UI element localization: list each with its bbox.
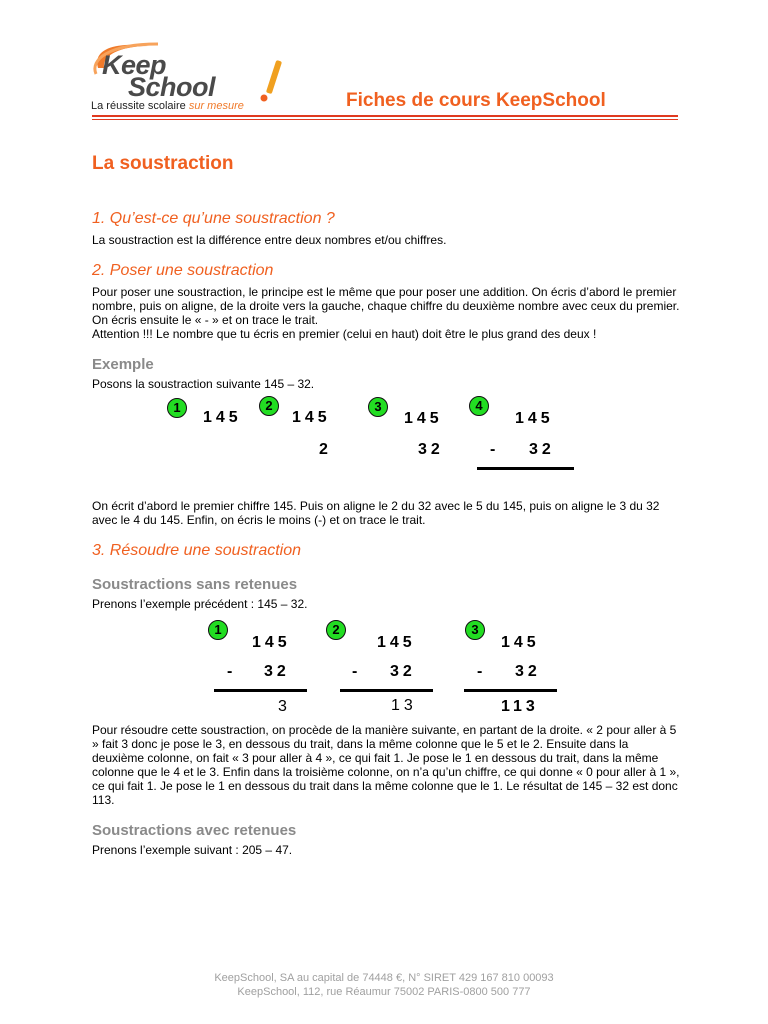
solve-step-3-bottom-number: 32 <box>515 663 541 680</box>
solve-step-2-result: 13 <box>391 697 417 714</box>
subsection-no-carry-intro: Prenons l’exemple précédent : 145 – 32. <box>92 597 308 611</box>
logo-tagline <box>91 100 244 112</box>
step-3-badge: 3 <box>368 397 388 417</box>
step-4-top-number: 145 <box>515 410 554 427</box>
section-2-after-text: On écrit d’abord le premier chiffre 145. Puis on aligne le 2 du 32 avec le 5 du 145, puis on aligne le 3 du 32 avec le 4 du 145. Enfin, on écris le moins (-) et on trace le trait. <box>92 499 660 527</box>
solve-step-1-line <box>214 689 307 692</box>
logo-tagline-text: La réussite scolaire <box>91 100 186 112</box>
step-3-bottom-number: 32 <box>418 441 444 458</box>
example-heading: Exemple <box>92 356 154 373</box>
solve-step-1-top-number: 145 <box>252 634 291 651</box>
header-rule-thin <box>92 119 678 120</box>
logo-tagline-accent: sur mesure <box>188 100 244 112</box>
solve-step-1-bottom-number: 32 <box>264 663 290 680</box>
subsection-carry-intro: Prenons l’exemple suivant : 205 – 47. <box>92 843 293 857</box>
section-3-heading: 3. Résoudre une soustraction <box>92 542 302 559</box>
section-1-text: La soustraction est la différence entre deux nombres et/ou chiffres. <box>92 233 447 247</box>
step-1-top-number: 145 <box>203 409 242 426</box>
step-2-bottom-number: 2 <box>319 441 332 458</box>
header-rule <box>92 115 678 117</box>
step-4-bottom-number: 32 <box>529 441 555 458</box>
section-2-heading: 2. Poser une soustraction <box>92 262 274 279</box>
logo-keep-text: Keep <box>102 50 167 80</box>
solve-step-3-top-number: 145 <box>501 634 540 651</box>
solve-step-2-top-number: 145 <box>377 634 416 651</box>
step-4-badge: 4 <box>469 396 489 416</box>
step-3-top-number: 145 <box>404 410 443 427</box>
step-1-badge: 1 <box>167 398 187 418</box>
example-intro: Posons la soustraction suivante 145 – 32. <box>92 377 315 391</box>
solve-step-2-line <box>340 689 433 692</box>
header-title: Fiches de cours KeepSchool <box>346 90 606 111</box>
solve-step-2-badge: 2 <box>326 620 346 640</box>
section-2-paragraph: Pour poser une soustraction, le principe est le même que pour poser une addition. On écris d’abord le premier nombre, puis on aligne, de la droite vers la gauche, chaque chiffre du deuxième nombre avec ceux du premier. On écris ensuite le « - » et on trace le trait. <box>92 285 680 327</box>
step-2-badge: 2 <box>259 396 279 416</box>
solve-step-3-result: 113 <box>501 698 539 715</box>
subsection-no-carry-heading: Soustractions sans retenues <box>92 576 298 593</box>
keepschool-logo <box>88 40 288 120</box>
solve-step-3-badge: 3 <box>465 620 485 640</box>
step-4-line <box>477 467 574 470</box>
solve-step-1-badge: 1 <box>208 620 228 640</box>
logo-school-text: School <box>128 72 216 102</box>
footer-line-2: KeepSchool, 112, rue Réaumur 75002 PARIS-0800 500 777 <box>237 986 531 998</box>
solve-step-2-bottom-number: 32 <box>390 663 416 680</box>
section-2-warning: Attention !!! Le nombre que tu écris en premier (celui en haut) doit être le plus grand des deux ! <box>92 327 597 341</box>
solve-step-1-result: 3 <box>278 698 291 715</box>
subsection-carry-heading: Soustractions avec retenues <box>92 822 297 839</box>
solve-step-2-minus-sign: - <box>352 663 362 680</box>
section-1-heading: 1. Qu’est-ce qu’une soustraction ? <box>92 210 335 227</box>
solve-step-3-minus-sign: - <box>477 663 487 680</box>
footer-line-1: KeepSchool, SA au capital de 74448 €, N° SIRET 429 167 810 00093 <box>214 972 554 984</box>
step-4-minus-sign: - <box>490 441 500 458</box>
section-3-explanation: Pour résoudre cette soustraction, on procède de la manière suivante, en partant de la droite. « 2 pour aller à 5 » fait 3 donc je pose le 3, en dessous du trait, dans la même colonne que le 5 et le 2. Ensuite dans la deuxième colonne, on fait « 3 pour aller à 4 », ce qui fait 1. Je pose le 1 en dessous du trait, dans la même colonne que le 4 et le 3. Enfin dans la troisième colonne, on n’a qu’un chiffre, ce qui donne « 0 pour aller à 1 », ce qui fait 1. Je pose le 1 en dessous du trait dans la même colonne que le 1. Le résultat de 145 – 32 est donc 113. <box>92 723 680 807</box>
step-2-top-number: 145 <box>292 409 331 426</box>
page-title: La soustraction <box>92 153 234 174</box>
solve-step-1-minus-sign: - <box>227 663 237 680</box>
solve-step-3-line <box>464 689 557 692</box>
